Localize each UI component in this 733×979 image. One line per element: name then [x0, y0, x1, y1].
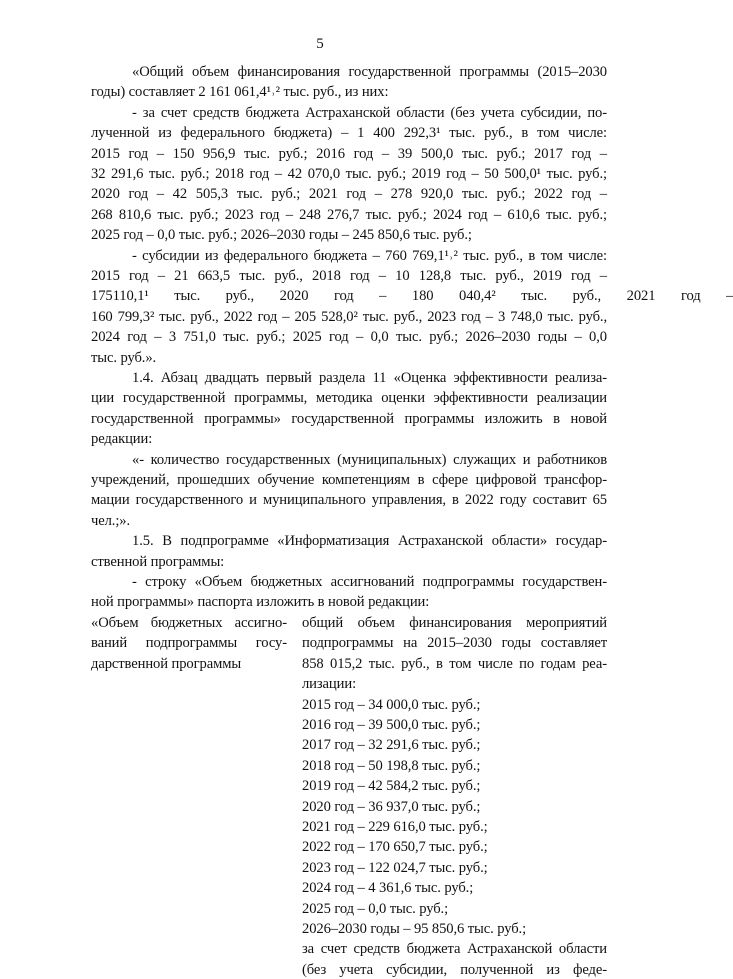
table-right-line: 2021 год – 229 616,0 тыс. руб.; [302, 819, 488, 835]
body-line: 2015 год – 21 663,5 тыс. руб., 2018 год – 10 128,8 тыс. руб., 2019 год – [91, 268, 607, 284]
body-line: - за счет средств бюджета Астраханской области (без учета субсидии, по- [132, 105, 607, 121]
body-line: 175110,1¹ тыс. руб., 2020 год – 180 040,4² тыс. руб., 2021 год – [91, 288, 733, 304]
table-right-line: 2018 год – 50 198,8 тыс. руб.; [302, 758, 481, 774]
body-line: тыс. руб.». [91, 350, 157, 366]
table-right-line: 2015 год – 34 000,0 тыс. руб.; [302, 697, 481, 713]
table-right-line: подпрограммы на 2015–2030 годы составляет [302, 635, 607, 651]
table-right-line: 2026–2030 годы – 95 850,6 тыс. руб.; [302, 921, 527, 937]
body-line: - строку «Объем бюджетных ассигнований подпрограммы государствен- [132, 574, 607, 590]
body-line: 1.4. Абзац двадцать первый раздела 11 «Оценка эффективности реализа- [132, 370, 607, 386]
body-line: - субсидии из федерального бюджета – 760 769,1¹˒² тыс. руб., в том числе: [132, 248, 607, 264]
body-line: 32 291,6 тыс. руб.; 2018 год – 42 070,0 тыс. руб.; 2019 год – 50 500,0¹ тыс. руб.; [91, 166, 607, 182]
table-left-line: ваний подпрограммы госу- [91, 635, 287, 651]
body-line: ной программы» паспорта изложить в новой редакции: [91, 594, 430, 610]
table-right-line: (без учета субсидии, полученной из феде- [302, 962, 607, 978]
body-line: ственной программы: [91, 554, 225, 570]
body-line: чел.;». [91, 513, 131, 529]
body-line: ции государственной программы, методика оценки эффективности реализации [91, 390, 607, 406]
table-right-line: 2022 год – 170 650,7 тыс. руб.; [302, 839, 488, 855]
body-line: «- количество государственных (муниципальных) служащих и работников [132, 452, 607, 468]
table-right-line: 858 015,2 тыс. руб., в том числе по годам реа- [302, 656, 607, 672]
table-right-line: 2016 год – 39 500,0 тыс. руб.; [302, 717, 481, 733]
table-left-line: дарственной программы [91, 656, 242, 672]
body-line: государственной программы» государственной программы изложить в новой [91, 411, 607, 427]
table-right-line: 2017 год – 32 291,6 тыс. руб.; [302, 737, 481, 753]
body-line: 2025 год – 0,0 тыс. руб.; 2026–2030 годы – 245 850,6 тыс. руб.; [91, 227, 472, 243]
body-line: 160 799,3² тыс. руб., 2022 год – 205 528,0² тыс. руб., 2023 год – 3 748,0 тыс. руб., [91, 309, 607, 325]
body-line: 1.5. В подпрограмме «Информатизация Астраханской области» государ- [132, 533, 607, 549]
table-right-line: 2025 год – 0,0 тыс. руб.; [302, 901, 449, 917]
table-left-line: «Объем бюджетных ассигно- [91, 615, 287, 631]
table-right-line: общий объем финансирования мероприятий [302, 615, 607, 631]
body-line: лученной из федерального бюджета) – 1 400 292,3¹ тыс. руб., в том числе: [91, 125, 607, 141]
body-line: 2020 год – 42 505,3 тыс. руб.; 2021 год – 278 920,0 тыс. руб.; 2022 год – [91, 186, 607, 202]
table-right-line: 2023 год – 122 024,7 тыс. руб.; [302, 860, 488, 876]
body-line: годы) составляет 2 161 061,4¹˒² тыс. руб., из них: [91, 84, 389, 100]
body-line: 2024 год – 3 751,0 тыс. руб.; 2025 год – 0,0 тыс. руб.; 2026–2030 годы – 0,0 [91, 329, 607, 345]
table-right-line: 2024 год – 4 361,6 тыс. руб.; [302, 880, 474, 896]
table-right-line: 2020 год – 36 937,0 тыс. руб.; [302, 799, 481, 815]
table-right-line: за счет средств бюджета Астраханской области [302, 941, 607, 957]
body-line: «Общий объем финансирования государственной программы (2015–2030 [132, 64, 607, 80]
body-line: учреждений, прошедших обучение компетенциям в сфере цифровой трансфор- [91, 472, 607, 488]
body-line: 268 810,6 тыс. руб.; 2023 год – 248 276,7 тыс. руб.; 2024 год – 610,6 тыс. руб.; [91, 207, 607, 223]
body-line: мации государственного и муниципального управления, в 2022 году составит 65 [91, 492, 607, 508]
body-line: редакции: [91, 431, 153, 447]
page-number: 5 [316, 36, 324, 52]
body-line: 2015 год – 150 956,9 тыс. руб.; 2016 год – 39 500,0 тыс. руб.; 2017 год – [91, 146, 607, 162]
table-right-line: лизации: [302, 676, 357, 692]
table-right-line: 2019 год – 42 584,2 тыс. руб.; [302, 778, 481, 794]
